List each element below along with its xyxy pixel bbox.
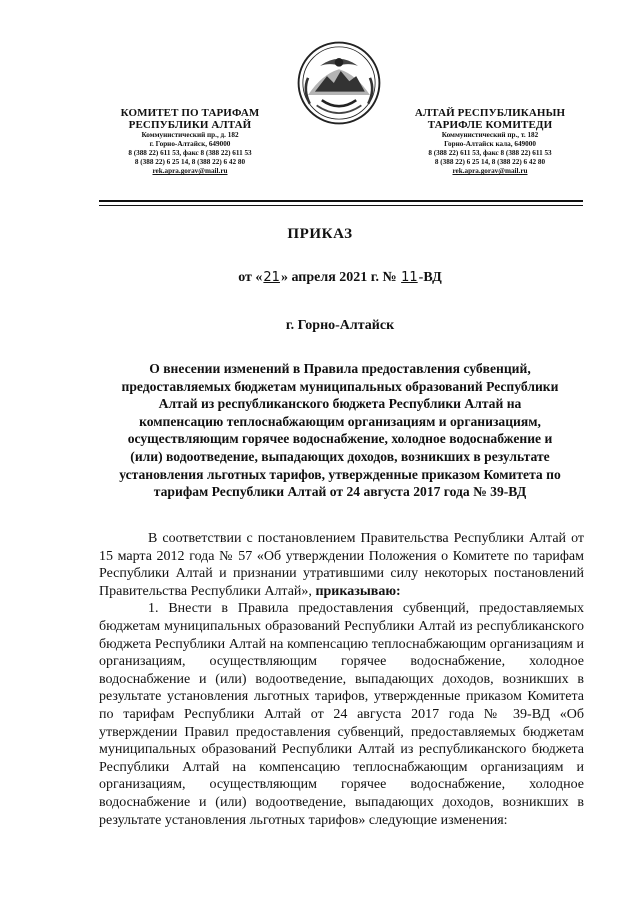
- left-org-name-line2: РЕСПУБЛИКИ АЛТАЙ: [128, 118, 252, 131]
- order-date-prefix: от «: [238, 270, 263, 285]
- body-paragraph-2: 1. Внести в Правила предоставления субвенций, предоставляемых бюджетам муниципальных образований Республики Алтай из республиканского бюджета Республики Алтай на компенсацию теплоснабжающим организациям и организациям, осуществляющим горячее водоснабжение, холодное водоснабжение и (или) водоотведение, выпадающих доходов, возникших в результате установления льготных тарифов, утвержденные приказом Комитета по тарифам Республики Алтай от 24 августа 2017 года № 39-ВД «Об утверждении Правил предоставления субвенций, предоставляемых бюджетам муниципальных образований Республики Алтай из республиканского бюджета Республики Алтай на компенсацию теплоснабжающим организациям и организациям, осуществляющим горячее водоснабжение, холодное водоснабжение и (или) водоотведение, выпадающих доходов, возникших в результате установления льготных тарифов» следующие изменения:: [99, 601, 584, 828]
- left-org-name-line1: КОМИТЕТ ПО ТАРИФАМ: [120, 107, 260, 119]
- order-number: 11: [401, 270, 418, 285]
- left-org-email[interactable]: rek.apra.gorav@mail.ru: [152, 167, 228, 176]
- order-subject: [100, 360, 580, 501]
- order-date-line: [0, 270, 640, 286]
- left-org-address-line2: г. Горно-Алтайск, 649000: [149, 140, 231, 149]
- order-city: г. Горно-Алтайск: [285, 318, 395, 333]
- subject-line: тарифам Республики Алтай от 24 августа 2017 года № 39-ВД: [153, 484, 527, 500]
- order-number-suffix: -ВД: [418, 270, 442, 285]
- body-paragraph-1-text: В соответствии с постановлением Правительства Республики Алтай от 15 марта 2012 года № 57 «Об утверждении Положения о Комитете по тарифам Республики Алтай и признании утратившими силу некоторых постановлений Правительства Республики Алтай»,: [99, 531, 584, 599]
- body-paragraph-1: [99, 530, 584, 600]
- left-org-phone-line2: 8 (388 22) 6 25 14, 8 (388 22) 6 42 80: [134, 158, 246, 167]
- subject-line: осуществляющим горячее водоснабжение, холодное водоснабжение и: [127, 431, 553, 447]
- right-org-phone-line2: 8 (388 22) 6 25 14, 8 (388 22) 6 42 80: [434, 158, 546, 167]
- right-org-header: [380, 108, 600, 176]
- order-body: [99, 530, 584, 829]
- header-divider-thin: [99, 205, 583, 206]
- subject-line: компенсацию теплоснабжающим организациям и организациям,: [139, 413, 541, 429]
- left-org-header: [80, 108, 300, 176]
- coat-of-arms-icon: [296, 40, 382, 126]
- order-date-middle: » апреля 2021 г. №: [280, 270, 401, 285]
- left-org-address-line1: Коммунистический пр., д. 182: [141, 131, 239, 140]
- right-org-email[interactable]: rek.apra.gorav@mail.ru: [452, 167, 528, 176]
- right-org-address-line1: Коммунистический пр., т. 182: [441, 131, 539, 140]
- subject-line: Алтай из республиканского бюджета Республики Алтай на: [158, 396, 522, 412]
- subject-line: предоставляемых бюджетам муниципальных образований Республики: [121, 378, 559, 394]
- right-org-address-line2: Горно-Алтайск кала, 649000: [444, 140, 536, 149]
- order-day: 21: [263, 270, 280, 285]
- header-divider-thick: [99, 200, 583, 202]
- subject-line: (или) водоотведение, выпадающих доходов, возникших в результате: [130, 448, 550, 464]
- right-org-name-line2: ТАРИФЛЕ КОМИТЕДИ: [427, 118, 553, 131]
- left-org-phone-line1: 8 (388 22) 611 53, факс 8 (388 22) 611 53: [128, 149, 252, 158]
- body-paragraph-1-decree: приказываю:: [315, 583, 401, 599]
- subject-line: О внесении изменений в Правила предоставления субвенций,: [149, 361, 531, 376]
- right-org-name-line1: АЛТАЙ РЕСПУБЛИКАНЫН: [414, 107, 566, 119]
- order-title: ПРИКАЗ: [287, 226, 353, 242]
- right-org-phone-line1: 8 (388 22) 611 53, факс 8 (388 22) 611 53: [428, 149, 552, 158]
- subject-line: установления льготных тарифов, утвержденные приказом Комитета по: [119, 466, 561, 482]
